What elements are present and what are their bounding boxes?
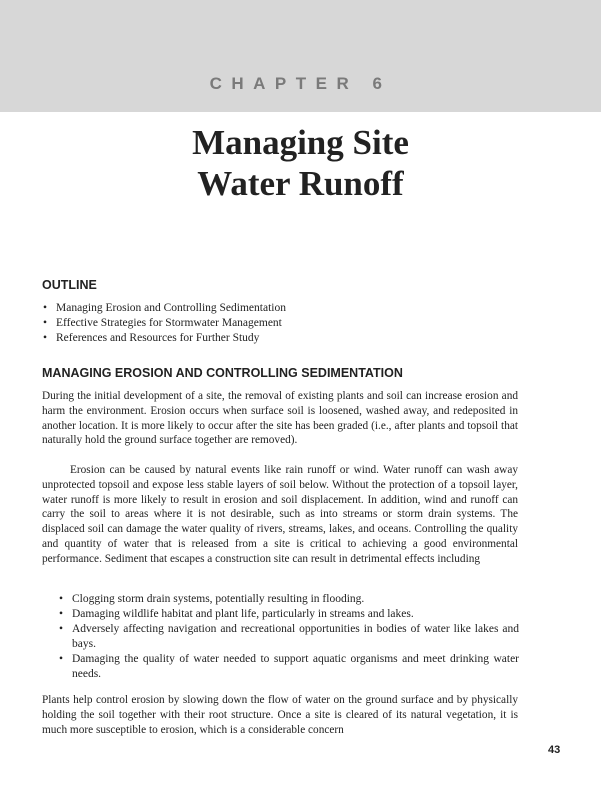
effects-item: • Clogging storm drain systems, potentially resulting in flooding. [58,592,519,607]
effects-list [58,592,519,682]
chapter-title [0,122,601,204]
outline-item: • Managing Erosion and Controlling Sedimentation [42,301,522,316]
section-heading: MANAGING EROSION AND CONTROLLING SEDIMENTATION [42,366,403,380]
outline-item: • References and Resources for Further Study [42,331,522,346]
chapter-label: CHAPTER 6 [209,74,392,93]
chapter-header-band [0,0,601,112]
effects-item: • Damaging wildlife habitat and plant life, particularly in streams and lakes. [58,607,519,622]
body-paragraph-1: During the initial development of a site, the removal of existing plants and soil can increase erosion and harm the environment. Erosion occurs when surface soil is loosened, washed away, and redeposited in another location. It is more likely to occur after the site has been graded (i.e., after plants and topsoil that naturally hold the ground surface together are removed). [42,390,518,447]
outline-heading: OUTLINE [42,278,97,292]
chapter-title-line-2: Water Runoff [197,164,404,203]
outline-list [42,301,522,346]
page-number: 43 [548,744,561,756]
outline-item: • Effective Strategies for Stormwater Management [42,316,522,331]
effects-item: • Adversely affecting navigation and recreational opportunities in bodies of water like lakes and bays. [58,622,519,652]
chapter-title-line-1: Managing Site [192,123,409,162]
body-paragraph-2: Erosion can be caused by natural events like rain runoff or wind. Water runoff can wash away unprotected topsoil and expose less stable layers of soil below. Without the protection of a topsoil layer, water runoff is more likely to result in erosion and soil displacement. In addition, wind and runoff can carry the soil to areas where it is not desirable, such as into streams or storm drain systems. The displaced soil can damage the water quality of rivers, streams, lakes, and oceans. Controlling the quality and quantity of water that is released from a site is critical to achieving a good environmental performance. Sediment that escapes a construction site can result in detrimental effects including [42,464,518,565]
body-paragraph-3: Plants help control erosion by slowing down the flow of water on the ground surface and by physically holding the soil together with their root structure. Once a site is cleared of its natural vegetation, it is much more susceptible to erosion, which is a considerable concern [42,694,518,736]
effects-item: • Damaging the quality of water needed to support aquatic organisms and meet drinking water needs. [58,652,519,682]
